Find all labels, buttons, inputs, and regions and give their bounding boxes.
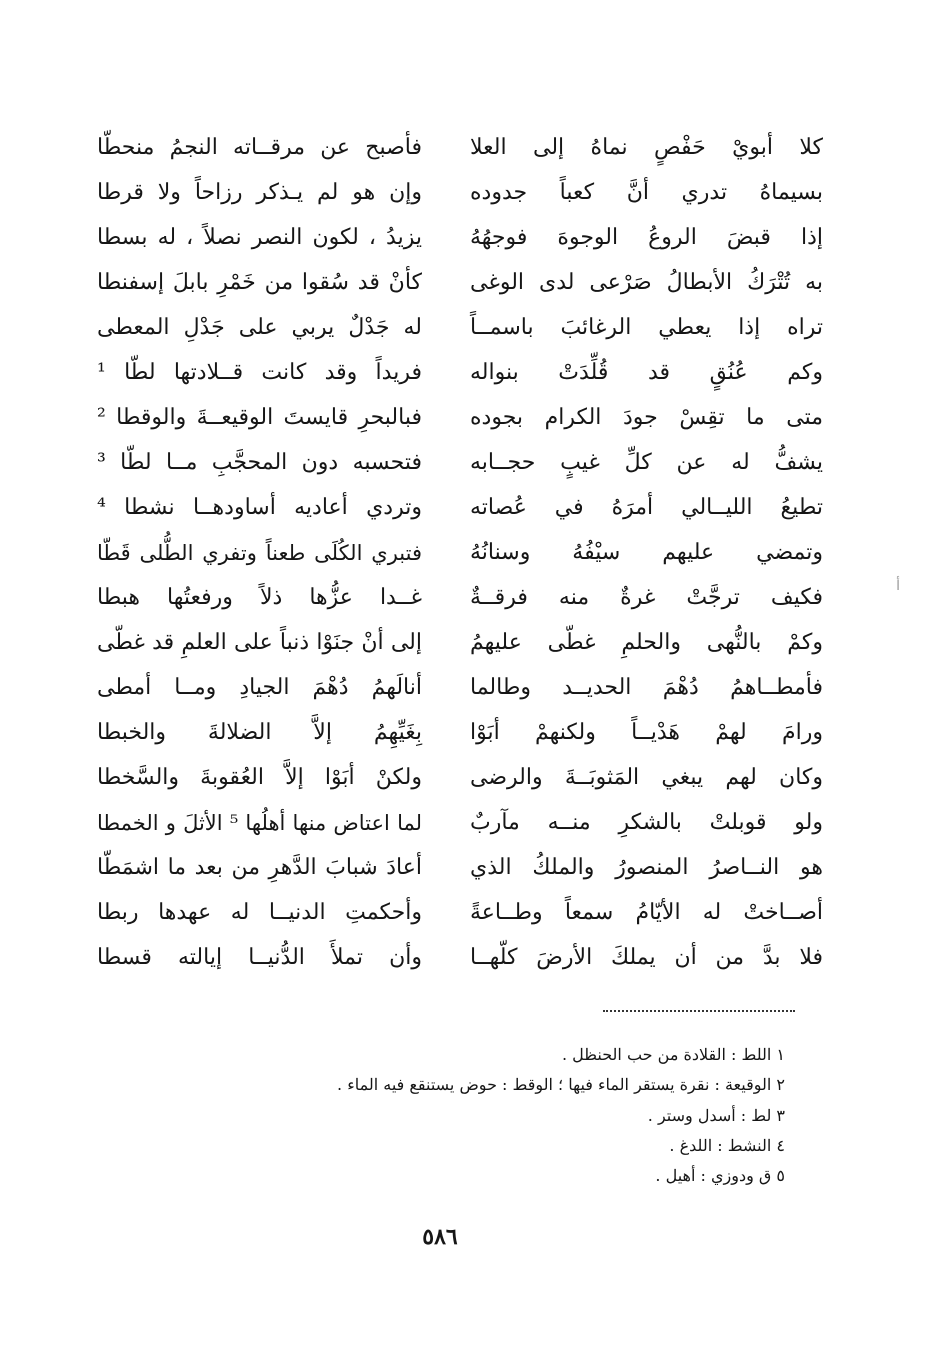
footnote: ٤ النشط : اللدغ . xyxy=(669,1136,785,1155)
verse-first-half: فلا بدَّ من أن يملكَ الأرضَ كلّهــا xyxy=(470,945,823,970)
footnote-separator xyxy=(603,1010,795,1012)
verse-first-half: وكمْ بالنُّهى والحلمِ غطّى عليهمُ xyxy=(470,630,823,655)
verse-first-half: تراه إذا يعطي الرغائبَ باسمــاً xyxy=(470,315,823,340)
scan-mark: ﺃ xyxy=(896,578,900,594)
verse-second-half: كأنْ قد سُقوا من خَمْرِ بابلَ إسفنطا xyxy=(97,270,422,295)
verse-first-half: ولو قوبلتْ بالشكرِ منــه مآربٌ xyxy=(470,810,823,835)
verse-first-half: به تُتْرَكُ الأبطالُ صَرْعى لدى الوغى xyxy=(470,270,823,295)
verse-first-half: يشفُّ له عن كلِّ غيبٍ حجــابه xyxy=(470,450,823,475)
verse-first-half: تطيعُ الليــالي أمرَهُ في عُصاته xyxy=(470,495,823,520)
verse-second-half: وإن هو لم يـذكر رزاحاً ولا قرطا xyxy=(97,180,422,205)
verse-second-half: بِغَيِّهِمُ إلاَّ الضلالةَ والخبطا xyxy=(97,720,422,745)
verse-second-half: ولكنْ أبَوْا إلاَّ العُقوبةَ والسَّخطا xyxy=(97,765,422,790)
verse-second-half: أنالَهمُ دُهْمَ الجيادِ ومــا أمطى xyxy=(97,675,422,700)
verse-first-half: وكان لهم يبغي المَثوبَــةَ والرضى xyxy=(470,765,823,790)
verse-first-half: كلا أبويْ حَفْصٍ نماهُ إلى العلا xyxy=(470,135,823,160)
footnote: ٢ الوقيعة : نقرة يستقر الماء فيها ؛ الوقط : حوض يستنقع فيه الماء . xyxy=(337,1075,785,1094)
page-number: ٥٨٦ xyxy=(422,1224,458,1250)
footnote: ١ اللط : القلادة من حب الحنظل . xyxy=(561,1045,785,1064)
verse-second-half: له جَدْلٌ يربي على جَدْلِ المعطى xyxy=(97,315,422,340)
footnote: ٥ ق ودوزي : أهيل . xyxy=(655,1166,785,1185)
verse-second-half: لما اعتاض منها أهلُها ⁵ الأثلَ و الخمطا xyxy=(97,811,423,835)
verse-second-half: فأصبح عن مرقــاته النجمُ منحطّا xyxy=(97,135,422,160)
verse-second-half: فريداً وقد كانت قــلادتها لطّا ¹ xyxy=(97,360,422,385)
verse-first-half: فأمطــاهمُ دُهْمَ الحديــد وطالما xyxy=(470,675,823,700)
footnote: ٣ لط : أسدل وستر . xyxy=(647,1106,785,1125)
verse-second-half: وأحكمتِ الدنيــا له عهدها ربطا xyxy=(97,900,422,925)
verse-second-half: يزيدُ ، لكون النصر نصلاً ، له بسطا xyxy=(97,225,422,250)
verse-second-half: إلى أنْ جنَوْا ذنباً على العلمِ قد غطّى xyxy=(97,630,422,655)
verse-first-half: أصــاختْ له الأيّامُ سمعاً وطــاعةً xyxy=(470,900,823,925)
verse-first-half: وتمضي عليهم سيْفُهُ وسنانُهُ xyxy=(470,540,823,565)
verse-first-half: متى ما تقِسْ جودَ الكرام بجوده xyxy=(470,405,823,430)
verse-second-half: غــدا عزُّها ذلاً ورفعتُها هبطا xyxy=(97,585,422,610)
verse-first-half: بسيماهُ تدري أنَّ كعباً جدوده xyxy=(470,180,823,205)
verse-second-half: فتحسبه دون المحجَّبِ مــا لطّا ³ xyxy=(97,450,422,475)
verse-second-half: وأن تملأَ الدُّنيــا إيالته قسطا xyxy=(97,945,422,970)
verse-second-half: وتردي أعاديه أساودهــا نشطا ⁴ xyxy=(97,495,422,520)
verse-first-half: إذا قبضَ الروعُ الوجوهَ فوجهُهُ xyxy=(470,225,823,250)
verse-second-half: فتبري الكُلَى طعناً وتفري الطُّلى قَطّا xyxy=(97,541,422,565)
verse-second-half: فبالبحرِ قايستَ الوقيعــةَ والوقطا ² xyxy=(97,405,422,430)
verse-first-half: هو النــاصرُ المنصورُ والملكُ الذي xyxy=(470,855,823,880)
verse-first-half: ورامَ لهمْ هَدْيــاً ولكنهمْ أبَوْا xyxy=(470,720,823,745)
verse-second-half: أعادَ شبابَ الدَّهرِ من بعد ما اشمَطّا xyxy=(97,855,422,880)
verse-first-half: وكم عُنُقٍ قد قُلِّدَتْ بنواله xyxy=(470,360,823,385)
verse-first-half: فكيف ترجَّتْ غرةٌ منه فرقــةٌ xyxy=(470,585,823,610)
